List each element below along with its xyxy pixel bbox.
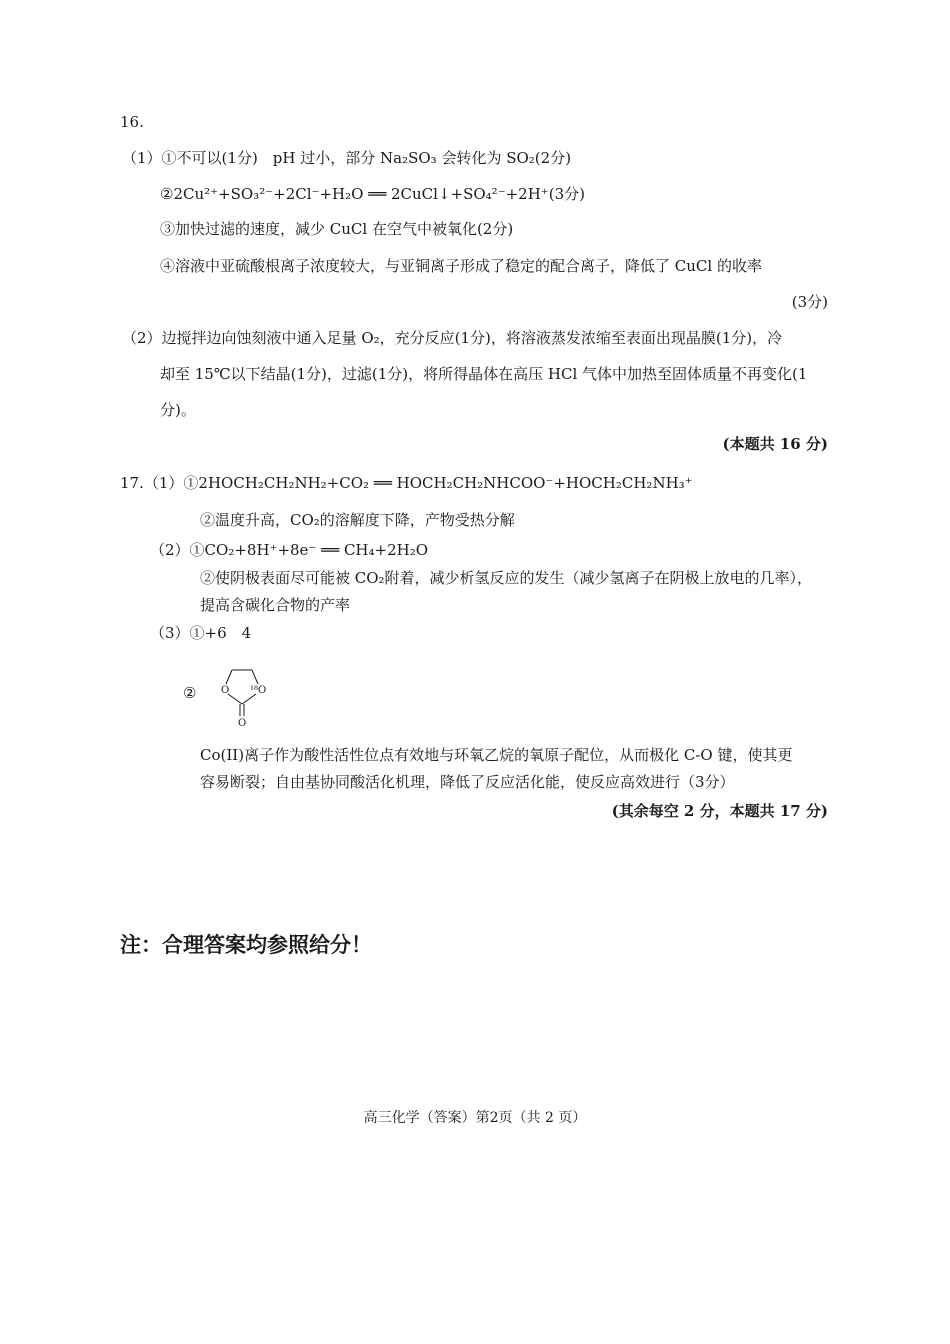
q17-part2-line2: ②使阴极表面尽可能被 CO₂附着，减少析氢反应的发生（减少氢离子在阴极上放电的几率），: [200, 569, 813, 587]
q16-part1-score: (3分): [791, 293, 828, 311]
ring-bond-right: [252, 670, 258, 684]
q17-part3-text2: 容易断裂；自由基协同酸活化机理，降低了反应活化能，使反应高效进行（3分）: [200, 773, 735, 791]
q16-part1-line3: ③加快过滤的速度，减少 CuCl 在空气中被氧化(2分): [160, 220, 514, 238]
q16-part2-line3: 分)。: [160, 401, 196, 419]
q16-part1-line4: ④溶液中亚硫酸根离子浓度较大，与亚铜离子形成了稳定的配合离子，降低了 CuCl 的收率: [160, 257, 762, 275]
q16-part2-line1: （2）边搅拌边向蚀刻液中通入足量 O₂，充分反应(1分)，将溶液蒸发浓缩至表面出现晶膜(1分)，冷: [122, 329, 783, 347]
q17-part3-line1: （3）①+6 4: [150, 624, 252, 642]
cyclic-carbonate-structure: [208, 662, 278, 732]
q17-part2-line3: 提高含碳化合物的产率: [200, 596, 351, 614]
q17-part2-line1: （2）①CO₂+8H⁺+8e⁻ ══ CH₄+2H₂O: [150, 541, 429, 559]
q16-part2-line2: 却至 15℃以下结晶(1分)，过滤(1分)，将所得晶体在高压 HCl 气体中加热至固体质量不再变化(1: [160, 365, 808, 383]
q16-part1-line1: （1）①不可以(1分) pH 过小，部分 Na₂SO₃ 会转化为 SO₂(2分): [122, 149, 572, 167]
ring-bond-left: [226, 670, 232, 684]
ring-oxygen-left: O: [221, 685, 230, 696]
carbonyl-oxygen: O: [238, 718, 247, 729]
q17-total: (其余每空 2 分，本题共 17 分): [611, 802, 828, 820]
q16-part1-line2: ②2Cu²⁺+SO₃²⁻+2Cl⁻+H₂O ══ 2CuCl↓+SO₄²⁻+2H⁺(3分): [160, 185, 585, 203]
q16-number: 16.: [120, 113, 144, 131]
page-footer: 高三化学（答案）第2页（共 2 页）: [363, 1110, 587, 1126]
ring-oxygen-right: ¹⁸O: [250, 685, 267, 696]
q17-part1-line1: 17.（1）①2HOCH₂CH₂NH₂+CO₂ ══ HOCH₂CH₂NHCOO⁻+HOCH₂CH₂NH₃⁺: [120, 474, 693, 492]
q17-part3-text1: Co(II)离子作为酸性活性位点有效地与环氧乙烷的氧原子配位，从而极化 C-O 键，使其更: [200, 746, 793, 764]
q17-part3-label: ②: [183, 684, 197, 702]
ring-bond-lower-left: [228, 694, 242, 704]
q16-total: (本题共 16 分): [722, 435, 828, 453]
q17-part1-line2: ②温度升高，CO₂的溶解度下降，产物受热分解: [200, 511, 515, 529]
grading-note: 注：合理答案均参照给分！: [120, 933, 372, 957]
